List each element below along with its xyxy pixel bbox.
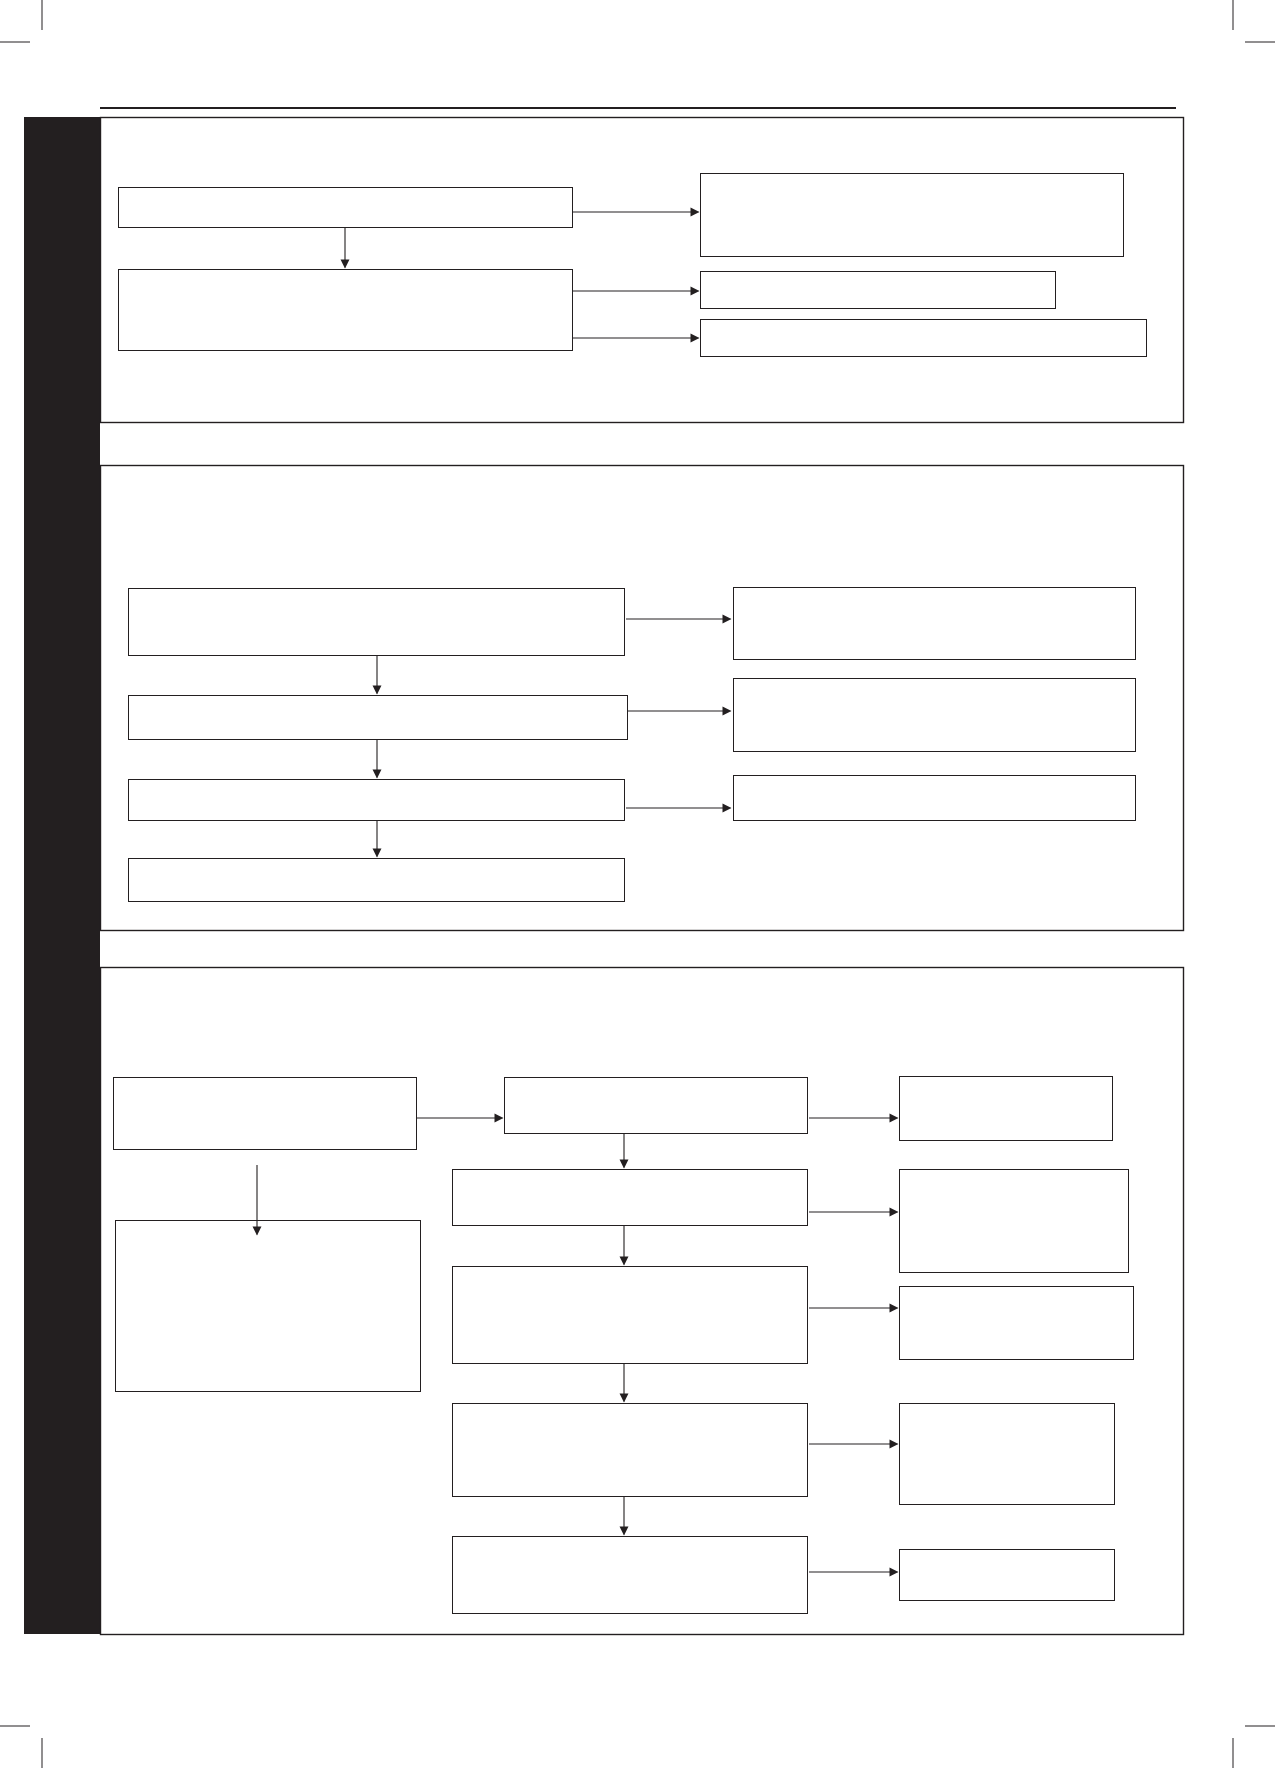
panel-1 [101,118,1184,423]
flow-box-frame [734,776,1136,821]
flow-box-frame [116,1221,421,1392]
flow-box-p1-r3 [701,320,1147,357]
flow-box-frame [734,588,1136,660]
flow-box-p2-r2 [734,679,1136,752]
flow-box-frame [119,188,573,228]
flow-box-frame [119,270,573,351]
flow-box-p2-r1 [734,588,1136,660]
flow-box-frame [129,859,625,902]
flow-box-frame [453,1267,808,1364]
flow-box-frame [129,589,625,656]
flow-box-p3-m4 [453,1404,808,1497]
flow-box-p1-r2 [701,272,1056,309]
flow-box-frame [129,696,628,740]
flow-box-p3-b [116,1221,421,1392]
flow-box-p2-l1 [129,589,625,656]
flow-box-frame [701,320,1147,357]
flow-box-p3-m1 [505,1078,808,1134]
flow-box-p1-r1 [701,174,1124,257]
flow-box-frame [900,1550,1115,1601]
flow-box-frame [900,1170,1129,1273]
flow-box-p3-m3 [453,1267,808,1364]
flow-box-p2-l2 [129,696,628,740]
flow-box-p1-b2 [119,270,573,351]
flow-box-p3-r3 [900,1287,1134,1360]
flow-box-frame [900,1287,1134,1360]
flow-box-p2-l3 [129,780,625,821]
flow-box-p1-b1 [119,188,573,228]
flow-box-p3-a [114,1078,417,1150]
flow-box-p3-m2 [453,1170,808,1226]
flow-box-p3-r5 [900,1550,1115,1601]
flow-box-frame [453,1170,808,1226]
flow-box-frame [734,679,1136,752]
flow-box-p3-r4 [900,1404,1115,1505]
flow-box-frame [900,1077,1113,1141]
flow-box-frame [701,272,1056,309]
flow-box-frame [505,1078,808,1134]
flow-box-frame [453,1404,808,1497]
flow-box-p3-r2 [900,1170,1129,1273]
flow-box-p3-r1 [900,1077,1113,1141]
flow-box-frame [900,1404,1115,1505]
flow-box-p2-r3 [734,776,1136,821]
flow-box-frame [129,780,625,821]
flow-box-frame [114,1078,417,1150]
flow-box-p2-l4 [129,859,625,902]
flow-box-frame [453,1537,808,1614]
panel-2 [101,466,1184,931]
panel-3 [101,968,1184,1635]
flow-box-frame [701,174,1124,257]
flow-box-p3-m5 [453,1537,808,1614]
flowchart-panels [101,118,1184,1635]
